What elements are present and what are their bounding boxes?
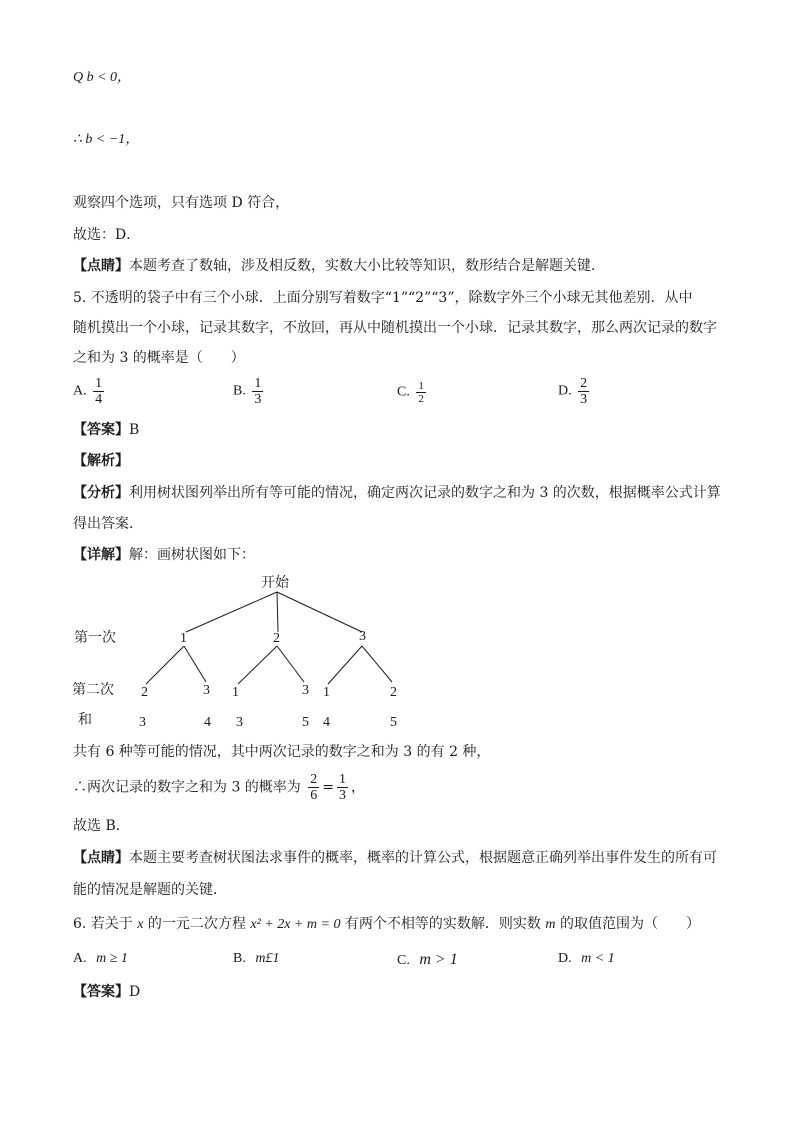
dianjing-tag: 【点睛】 [73, 850, 129, 866]
denominator: 3 [254, 392, 262, 407]
q6-equation: x² + 2x + m = 0 [250, 917, 341, 932]
option-label: A. [73, 383, 87, 399]
review-text: 本题考查了数轴，涉及相反数，实数大小比较等知识，数形结合是解题关键． [129, 258, 605, 274]
q5-stem-line2: 随机摸出一个小球，记录其数字，不放回，再从中随机摸出一个小球．记录其数字，那么两次记录的数字 [73, 320, 717, 336]
q5-option-a [73, 376, 107, 407]
second-draw-1b: 3 [203, 683, 210, 698]
first-draw-2: 2 [273, 631, 280, 646]
fraction [93, 376, 104, 407]
second-draw-2a: 1 [232, 685, 239, 700]
q5-choose: 故选 B． [73, 818, 130, 834]
analysis-text: 利用树状图列举出所有等可能的情况，确定两次记录的数字之和为 3 的次数，根据概率公式计算 [129, 485, 721, 501]
second-draw-3b: 2 [390, 685, 397, 700]
branch-2-3 [277, 646, 304, 682]
fraction-one-third [337, 772, 348, 803]
branch-2-1 [238, 646, 277, 684]
q6-stem-pre: 6. 若关于 [73, 916, 138, 932]
sum-4: 5 [302, 715, 309, 730]
option-label: B. [233, 383, 246, 399]
tree-root-label: 开始 [261, 576, 289, 591]
first-draw-1: 1 [180, 631, 187, 646]
option-text: m < 1 [581, 951, 615, 966]
detail-text: 解：画树状图如下： [129, 547, 255, 563]
comma: ， [351, 779, 365, 796]
q6-stem [73, 914, 700, 935]
numerator: 1 [95, 376, 103, 391]
option-text: m > 1 [419, 951, 458, 968]
option-label: B. [233, 951, 246, 966]
q6-option-d [558, 951, 615, 967]
q6-stem-mid: 的一元二次方程 [143, 916, 251, 932]
conclusion-text: ∴两次记录的数字之和为 3 的概率为 [73, 779, 301, 796]
second-draw-2b: 3 [302, 683, 309, 698]
inequality-b-less-neg-one: ∴ b < −1， [73, 132, 140, 147]
review-tag: 【点睛】 [73, 258, 129, 274]
answer-tag: 【答案】 [73, 422, 129, 438]
inequality-b-negative: Q b < 0， [73, 70, 132, 85]
q5-analysis-line1 [73, 483, 721, 503]
q5-stem-line3: 之和为 3 的概率是（ ） [73, 350, 245, 366]
option-text: m ≥ 1 [96, 951, 128, 966]
answer-value: B [129, 422, 140, 438]
denominator: 4 [95, 392, 103, 407]
fraction [416, 380, 426, 405]
q5-option-b [233, 376, 266, 407]
branch-root-2 [277, 592, 278, 632]
branch-3-1 [328, 646, 362, 684]
q5-analysis-line2: 得出答案． [73, 516, 143, 532]
fraction-two-sixths [308, 772, 319, 803]
equals-sign: = [322, 779, 334, 796]
second-draw-1a: 2 [141, 685, 148, 700]
first-draw-3: 3 [359, 629, 366, 644]
probability-tree-diagram [60, 570, 420, 735]
q6-answer [73, 982, 140, 1002]
q6-option-a [73, 951, 128, 967]
fraction [252, 376, 263, 407]
option-label: A. [73, 951, 87, 966]
option-label: D. [558, 383, 572, 399]
q5-answer [73, 420, 139, 440]
q6-stem-post: 有两个不相等的实数解．则实数 [340, 916, 546, 932]
branch-root-1 [186, 592, 277, 632]
numerator: 1 [418, 380, 424, 392]
q5-jiexi-tag: 【解析】 [73, 453, 129, 469]
q5-conclusion-line2 [73, 772, 365, 803]
branch-1-2 [146, 646, 184, 684]
q5-detail [73, 545, 255, 565]
row-label-second: 第二次 [72, 683, 114, 698]
sum-5: 4 [323, 715, 330, 730]
denominator: 6 [310, 788, 318, 803]
row-label-sum: 和 [78, 713, 92, 728]
option-text: m£1 [255, 951, 280, 966]
numerator: 1 [339, 772, 346, 787]
numerator: 1 [254, 376, 262, 391]
numerator: 2 [310, 772, 318, 787]
review-paragraph [73, 256, 605, 276]
denominator: 3 [339, 788, 346, 803]
sum-1: 3 [139, 715, 146, 730]
q6-option-b [233, 951, 279, 967]
q5-dianjing-line1 [73, 848, 717, 868]
fraction [578, 376, 589, 407]
denominator: 3 [580, 392, 588, 407]
q5-option-c [397, 380, 429, 405]
q5-option-d [558, 376, 592, 407]
option-label: D. [558, 951, 572, 966]
q6-var-x: x [137, 917, 144, 932]
row-label-first: 第一次 [74, 631, 116, 646]
denominator: 2 [418, 393, 424, 405]
branch-1-3 [184, 646, 206, 682]
second-draw-3a: 1 [323, 685, 330, 700]
choice-text: 故选：D． [73, 227, 141, 243]
q6-var-m: m [545, 917, 556, 932]
sum-2: 4 [204, 715, 211, 730]
sum-6: 5 [390, 715, 397, 730]
option-label: C. [397, 953, 410, 968]
branch-root-3 [277, 592, 362, 632]
detail-tag: 【详解】 [73, 547, 129, 563]
q6-option-c [397, 951, 458, 969]
q5-dianjing-line2: 能的情况是解题的关键． [73, 882, 227, 898]
numerator: 2 [580, 376, 588, 391]
analysis-tag: 【分析】 [73, 485, 129, 501]
answer-value: D [129, 984, 141, 1000]
option-label: C. [397, 384, 410, 400]
sum-3: 3 [236, 715, 243, 730]
answer-tag: 【答案】 [73, 984, 129, 1000]
observe-options-text: 观察四个选项，只有选项 D 符合， [73, 195, 290, 211]
branch-3-2 [362, 646, 392, 682]
dianjing-text: 本题主要考查树状图法求事件的概率，概率的计算公式，根据题意正确列举出事件发生的所有可 [129, 850, 717, 866]
q5-stem-line1: 5. 不透明的袋子中有三个小球．上面分别写着数字“1”“2”“3”，除数字外三个小球无其他差别．从中 [73, 290, 693, 306]
q6-stem-end: 的取值范围为（ ） [555, 916, 700, 932]
q5-conclusion-line1: 共有 6 种等可能的情况，其中两次记录的数字之和为 3 的有 2 种， [73, 744, 491, 760]
